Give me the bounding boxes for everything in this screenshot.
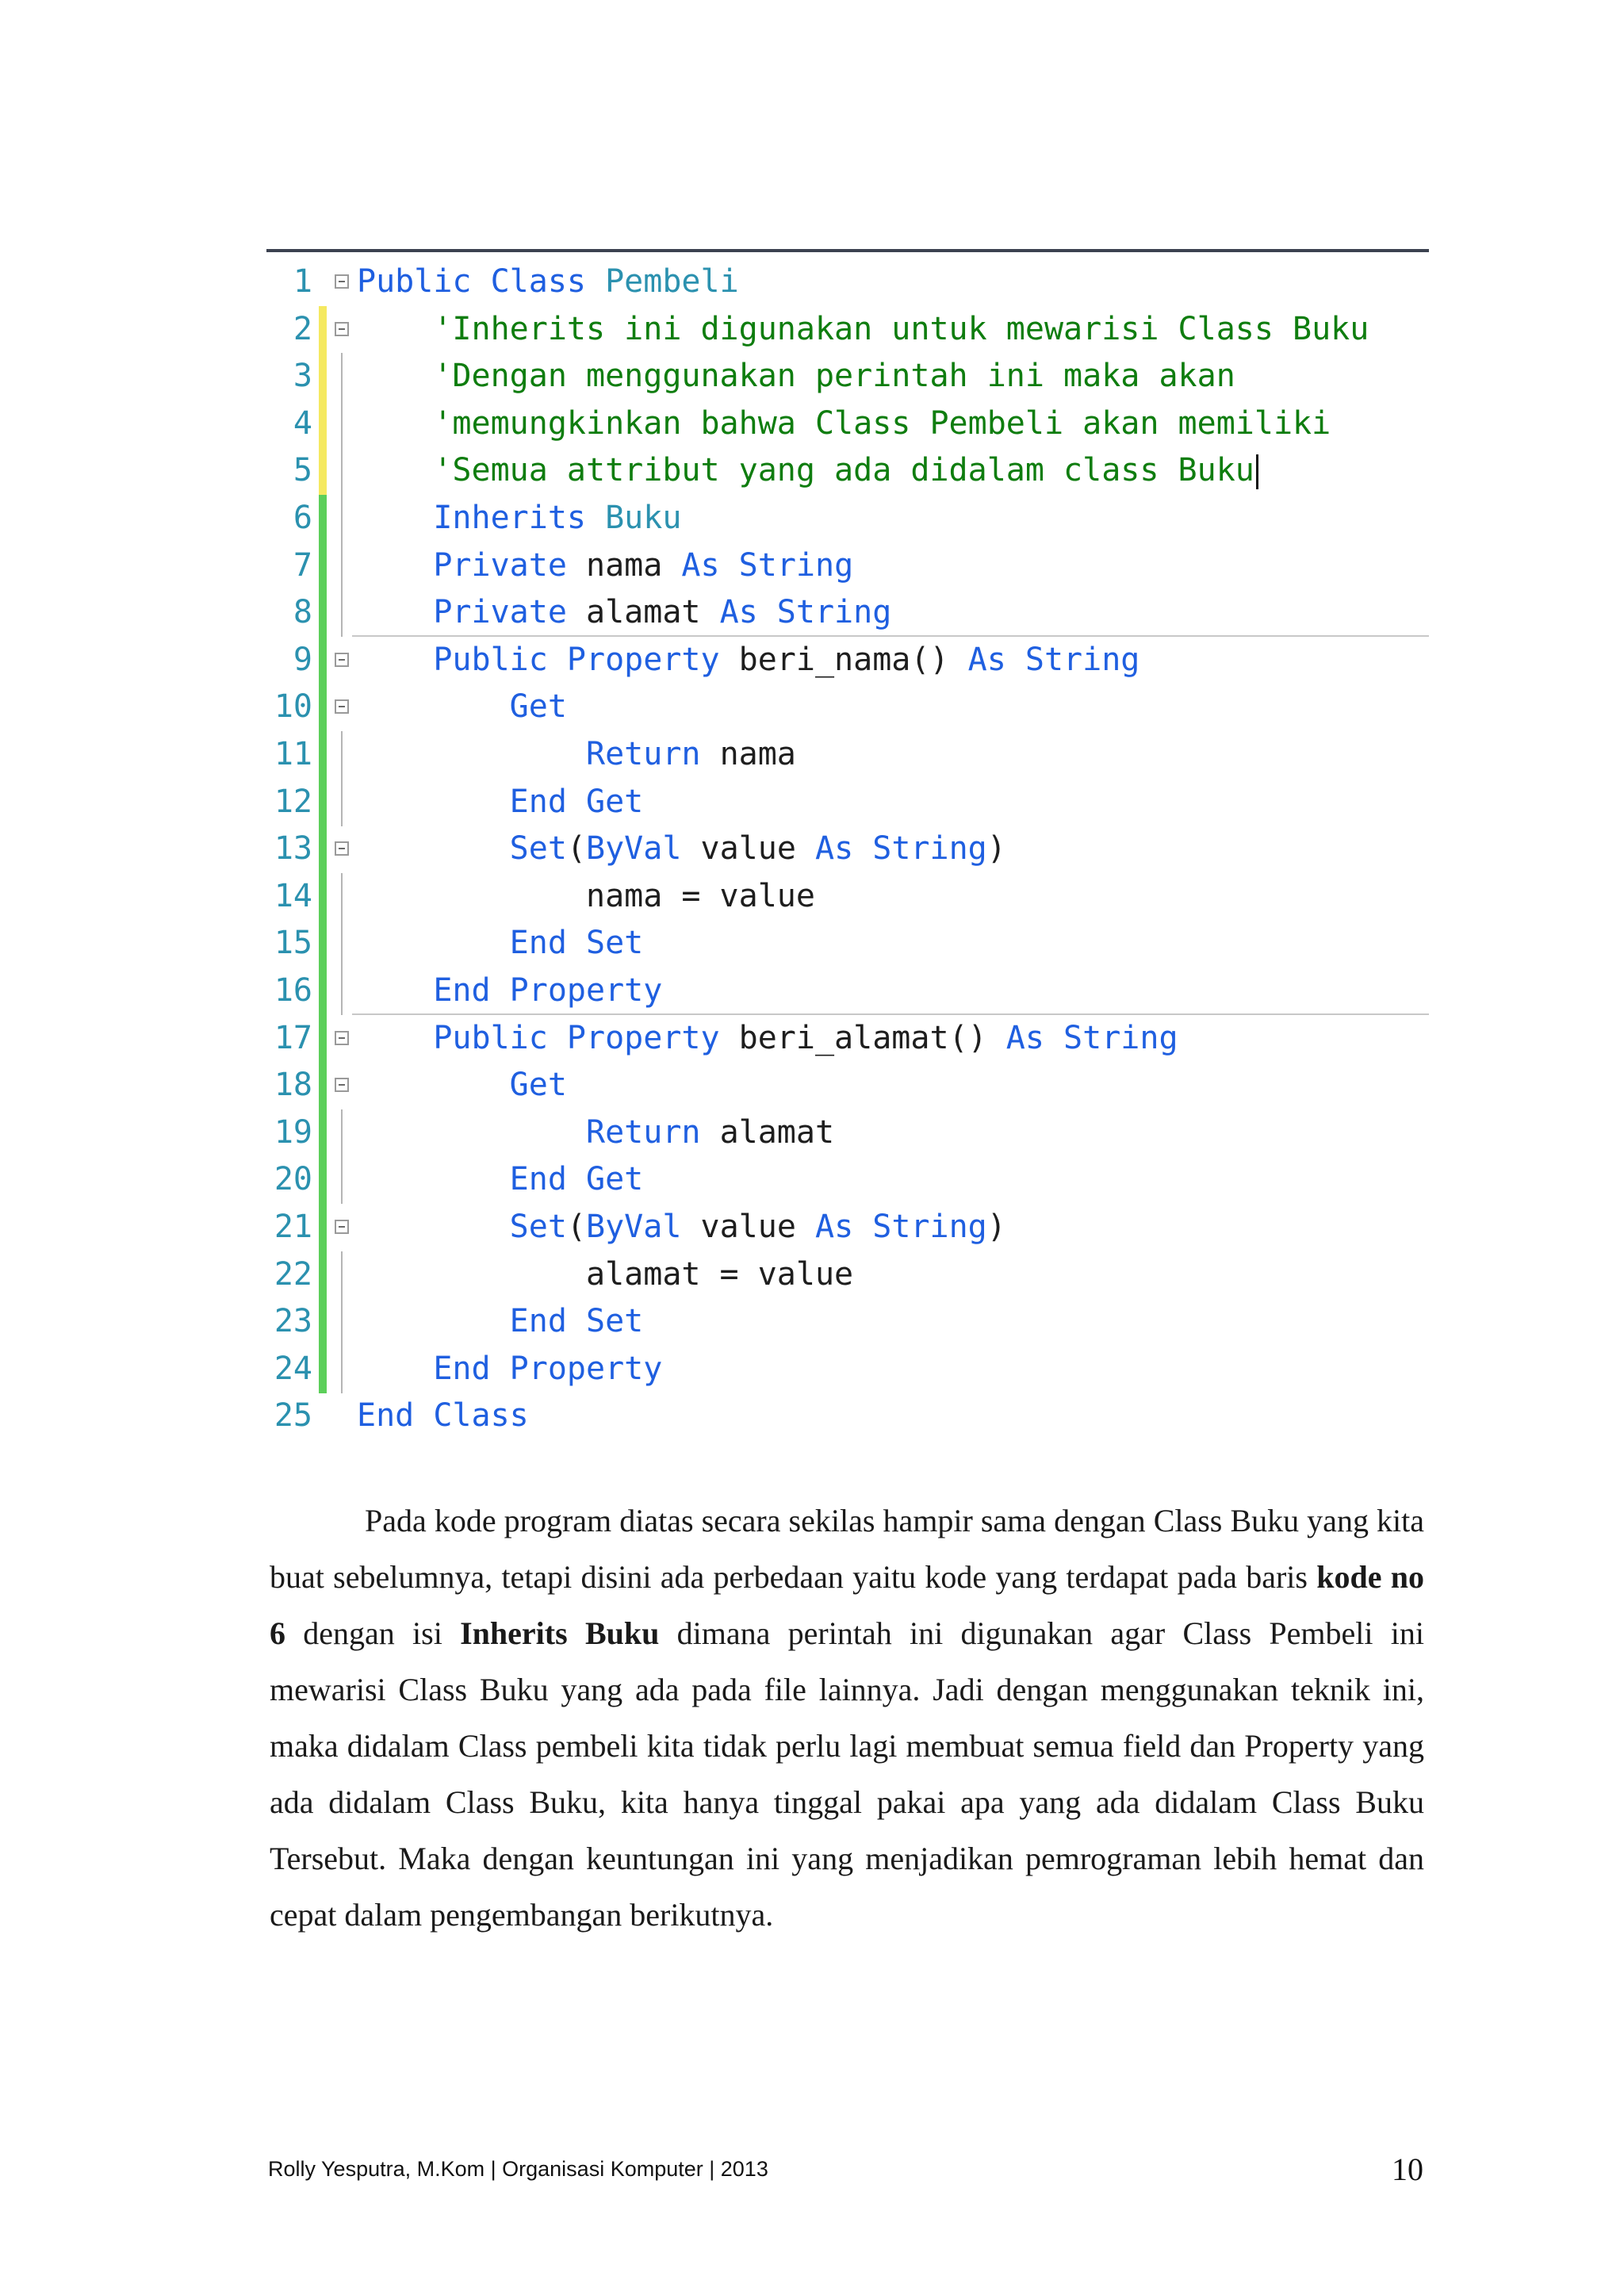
code-line-5: [266, 447, 1429, 493]
code-line-6: [266, 495, 1429, 541]
code-text[interactable]: [357, 1251, 853, 1297]
green-change-marker: [319, 542, 327, 590]
line-number: 25: [274, 1397, 312, 1435]
collapse-icon[interactable]: [335, 1220, 349, 1234]
outline-guide: [341, 447, 343, 495]
line-number: 1: [293, 263, 312, 300]
outline-guide: [341, 967, 343, 1015]
line-number: 8: [293, 594, 312, 631]
code-token: ): [986, 830, 1006, 868]
code-token: End Class: [357, 1397, 529, 1435]
code-token: As String: [967, 641, 1140, 678]
code-token: nama: [585, 546, 682, 584]
green-change-marker: [319, 873, 327, 921]
procedure-separator: [352, 635, 1429, 637]
line-number: 14: [274, 877, 312, 914]
code-text[interactable]: [357, 447, 1258, 493]
green-change-marker: [319, 779, 327, 826]
green-change-marker: [319, 967, 327, 1015]
code-line-16: [266, 967, 1429, 1013]
code-token: Return: [357, 1113, 720, 1151]
code-token: End Set: [357, 925, 644, 962]
code-token: alamat = value: [357, 1255, 854, 1293]
green-change-marker: [319, 1015, 327, 1063]
code-text[interactable]: [357, 1062, 567, 1108]
code-token: value: [700, 830, 815, 868]
collapse-icon[interactable]: [335, 322, 349, 336]
outline-guide: [341, 353, 343, 400]
line-number: 6: [293, 500, 312, 536]
code-token: End Get: [357, 1161, 644, 1198]
line-number: 9: [293, 641, 312, 678]
code-token: Private: [357, 546, 586, 584]
code-token: Set: [357, 830, 567, 868]
collapse-icon[interactable]: [335, 841, 349, 856]
outline-guide: [341, 731, 343, 779]
line-number: 4: [293, 404, 312, 442]
code-text[interactable]: [357, 1109, 834, 1155]
code-token: Public Property: [357, 641, 739, 678]
code-token: 'Inherits ini digunakan untuk mewarisi Class Buku: [357, 310, 1369, 347]
line-number: 12: [274, 783, 312, 820]
code-token: nama: [719, 736, 796, 772]
line-number: 16: [274, 972, 312, 1009]
page-number: 10: [1392, 2151, 1423, 2187]
code-line-19: [266, 1109, 1429, 1155]
code-token: Public Property: [357, 1019, 739, 1056]
code-text[interactable]: [357, 400, 1331, 446]
code-token: As String: [815, 830, 987, 868]
code-token: alamat: [719, 1113, 835, 1151]
line-number: 20: [274, 1161, 312, 1198]
code-token: (: [566, 830, 586, 868]
green-change-marker: [319, 1298, 327, 1346]
line-number: 2: [293, 310, 312, 347]
line-number: 22: [274, 1255, 312, 1293]
green-change-marker: [319, 684, 327, 731]
code-text[interactable]: [357, 1393, 529, 1439]
line-number: 17: [274, 1019, 312, 1056]
line-number: 5: [293, 452, 312, 489]
paragraph-bold-2: Inherits Buku: [460, 1615, 660, 1651]
code-line-25: [266, 1393, 1429, 1439]
text-cursor: [1256, 454, 1258, 489]
code-token: End Property: [357, 1350, 663, 1387]
code-token: As String: [719, 594, 892, 631]
code-line-1: [266, 259, 1429, 305]
line-number: 21: [274, 1209, 312, 1245]
outline-guide: [341, 1156, 343, 1204]
green-change-marker: [319, 1062, 327, 1109]
code-token: End Property: [357, 972, 663, 1009]
paragraph-text-2: dengan isi: [285, 1615, 461, 1651]
code-token: nama = value: [357, 877, 815, 914]
outline-guide: [341, 1298, 343, 1346]
code-text[interactable]: [357, 731, 796, 777]
green-change-marker: [319, 589, 327, 637]
code-token: beri_nama(): [738, 641, 968, 678]
code-token: As String: [1005, 1019, 1178, 1056]
code-token: 'Dengan menggunakan perintah ini maka akan: [357, 358, 1235, 395]
code-text[interactable]: [357, 826, 1006, 872]
paragraph-text-3: dimana perintah ini digunakan agar Class Pembeli ini mewarisi Class Buku yang ada pada file lainnya. Jadi dengan menggunakan teknik ini, maka didalam Class pembeli kita tidak perlu lagi membuat semua field dan Property yang ada didalam Class Buku, kita hanya tinggal pakai apa yang ada didalam Class Buku Tersebut. Maka dengan keuntungan ini yang menjadikan pemrograman lebih hemat dan cepat dalam pengembangan berikutnya.: [270, 1615, 1424, 1933]
outline-guide: [341, 400, 343, 448]
code-line-11: [266, 731, 1429, 777]
code-line-14: [266, 873, 1429, 919]
procedure-separator: [352, 1013, 1429, 1015]
green-change-marker: [319, 731, 327, 779]
outline-guide: [341, 1346, 343, 1393]
code-token: End Set: [357, 1303, 644, 1340]
code-text[interactable]: [357, 637, 1139, 683]
code-line-9: [266, 637, 1429, 683]
line-number: 15: [274, 925, 312, 962]
code-line-2: [266, 306, 1429, 352]
code-text[interactable]: [357, 259, 739, 305]
green-change-marker: [319, 920, 327, 967]
collapse-icon[interactable]: [335, 653, 349, 667]
code-top-border: [266, 249, 1429, 252]
code-line-3: [266, 353, 1429, 399]
code-token: ByVal: [586, 830, 701, 868]
code-line-4: [266, 400, 1429, 446]
code-editor: [266, 249, 1429, 1435]
line-number: 24: [274, 1350, 312, 1387]
green-change-marker: [319, 1346, 327, 1393]
outline-guide: [341, 1109, 343, 1157]
line-number: 7: [293, 546, 312, 584]
code-text[interactable]: [357, 779, 643, 825]
green-change-marker: [319, 495, 327, 542]
yellow-change-marker: [319, 400, 327, 448]
code-text[interactable]: [357, 684, 567, 730]
code-token: Buku: [605, 500, 682, 536]
green-change-marker: [319, 1109, 327, 1157]
code-token: alamat: [585, 594, 720, 631]
line-number: 19: [274, 1113, 312, 1151]
code-token: Pembeli: [605, 263, 739, 300]
outline-guide: [341, 589, 343, 637]
code-line-15: [266, 920, 1429, 966]
outline-guide: [341, 495, 343, 542]
code-line-18: [266, 1062, 1429, 1108]
code-token: Inherits: [357, 500, 606, 536]
code-token: As String: [815, 1209, 987, 1245]
code-token: beri_alamat(): [738, 1019, 1006, 1056]
code-token: Public Class: [357, 263, 606, 300]
line-number: 13: [274, 830, 312, 868]
code-token: Set: [357, 1209, 567, 1245]
yellow-change-marker: [319, 353, 327, 400]
code-text[interactable]: [357, 353, 1235, 399]
yellow-change-marker: [319, 306, 327, 354]
code-text[interactable]: [357, 1156, 643, 1202]
green-change-marker: [319, 826, 327, 873]
code-text[interactable]: [357, 542, 853, 588]
code-token: Get: [357, 1067, 567, 1104]
code-token: 'Semua attribut yang ada didalam class Buku: [357, 452, 1254, 489]
green-change-marker: [319, 1251, 327, 1299]
code-line-20: [266, 1156, 1429, 1202]
code-line-10: [266, 684, 1429, 730]
code-line-23: [266, 1298, 1429, 1344]
code-token: (: [566, 1209, 586, 1245]
outline-guide: [341, 1251, 343, 1299]
code-token: ByVal: [586, 1209, 701, 1245]
code-text[interactable]: [357, 1298, 643, 1344]
paragraph-bold-1: kode no 6: [270, 1559, 1425, 1651]
code-text[interactable]: [357, 306, 1369, 352]
green-change-marker: [319, 1156, 327, 1204]
line-number: 18: [274, 1067, 312, 1104]
code-line-8: [266, 589, 1429, 635]
footer-author: Rolly Yesputra, M.Kom | Organisasi Komputer | 2013: [268, 2157, 768, 2181]
collapse-icon[interactable]: [335, 1078, 349, 1092]
code-token: Return: [357, 736, 720, 772]
collapse-icon[interactable]: [335, 1031, 349, 1045]
code-line-7: [266, 542, 1429, 588]
code-token: As String: [681, 546, 854, 584]
green-change-marker: [319, 637, 327, 684]
code-line-21: [266, 1204, 1429, 1250]
code-token: ): [986, 1209, 1006, 1245]
code-token: value: [700, 1209, 815, 1245]
code-line-17: [266, 1015, 1429, 1061]
line-number: 11: [274, 736, 312, 772]
code-token: Private: [357, 594, 586, 631]
code-token: Get: [357, 688, 567, 726]
code-text[interactable]: [357, 873, 815, 919]
yellow-change-marker: [319, 447, 327, 495]
code-text[interactable]: [357, 1204, 1006, 1250]
code-token: End Get: [357, 783, 644, 820]
code-text[interactable]: [357, 589, 891, 635]
code-text[interactable]: [357, 1015, 1178, 1061]
code-line-12: [266, 779, 1429, 825]
collapse-icon[interactable]: [335, 699, 349, 714]
body-paragraph: [270, 1492, 1424, 1943]
outline-guide: [341, 542, 343, 590]
line-number: 3: [293, 358, 312, 395]
outline-guide: [341, 779, 343, 826]
line-number: 10: [274, 688, 312, 726]
code-text[interactable]: [357, 920, 643, 966]
outline-guide: [341, 873, 343, 921]
outline-guide: [341, 920, 343, 967]
collapse-icon[interactable]: [335, 274, 349, 289]
paragraph-text-1: Pada kode program diatas secara sekilas hampir sama dengan Class Buku yang kita buat sebelumnya, tetapi disini ada perbedaan yaitu kode yang terdapat pada baris: [270, 1503, 1424, 1595]
green-change-marker: [319, 1204, 327, 1251]
code-line-13: [266, 826, 1429, 872]
code-text[interactable]: [357, 967, 662, 1013]
code-text[interactable]: [357, 495, 681, 541]
line-number: 23: [274, 1303, 312, 1340]
code-line-22: [266, 1251, 1429, 1297]
code-token: 'memungkinkan bahwa Class Pembeli akan memiliki: [357, 404, 1331, 442]
code-text[interactable]: [357, 1346, 662, 1392]
code-line-24: [266, 1346, 1429, 1392]
